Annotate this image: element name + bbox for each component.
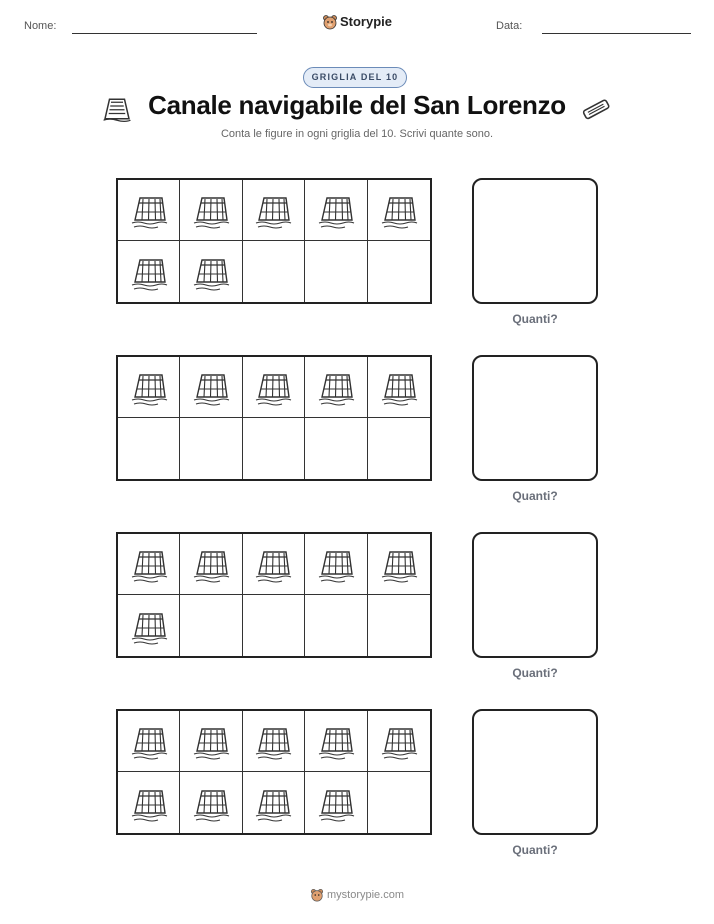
ten-frame-cell [180,357,242,418]
ten-frame-cell [180,595,242,656]
answer-label: Quanti? [512,312,558,326]
grid-type-badge: GRIGLIA DEL 10 [303,67,407,88]
canal-lock-icon [253,544,293,584]
ten-frame-cell [118,595,180,656]
ten-frame-cell [243,180,305,241]
date-line[interactable] [542,33,691,34]
ten-frame-cell [243,357,305,418]
canal-lock-icon [316,544,356,584]
ten-frame [116,709,432,835]
ten-frame-cell [368,418,430,479]
ten-frame-cell [368,772,430,833]
answer-box[interactable] [472,355,598,481]
canal-lock-icon [379,721,419,761]
canal-lock-icon [129,606,169,646]
ten-frame-cell [243,711,305,772]
date-label: Data: [496,20,523,32]
canal-lock-icon [191,783,231,823]
canal-lock-icon [129,252,169,292]
ten-frame-cell [118,418,180,479]
canal-lock-icon [253,367,293,407]
bear-logo-icon [322,14,338,30]
answer-box[interactable] [472,178,598,304]
canal-lock-icon [129,190,169,230]
ten-frame [116,355,432,481]
canal-lock-icon [129,544,169,584]
ten-frame-cell [305,418,367,479]
storypie-logo [0,13,714,30]
ten-frame-cell [243,772,305,833]
ten-frame-cell [243,595,305,656]
ten-frame-cell [118,711,180,772]
ten-frame-cell [368,534,430,595]
canal-lock-icon [253,721,293,761]
ten-frame-cell [118,180,180,241]
ten-frame-cell [180,241,242,302]
ten-frame [116,532,432,658]
canal-lock-icon [316,783,356,823]
canal-lock-icon [316,721,356,761]
name-label: Nome: [24,20,57,32]
footer [0,888,714,902]
canal-lock-icon [191,721,231,761]
ten-frame-cell [305,534,367,595]
instructions: Conta le figure in ogni griglia del 10. Scrivi quante sono. [220,128,494,140]
footer-url: mystorypie.com [326,888,405,901]
ten-frame-cell [118,772,180,833]
canal-lock-icon [379,544,419,584]
canal-lock-icon [129,721,169,761]
ten-frame-cell [180,534,242,595]
ship-icon [580,96,612,122]
ten-frame-cell [368,241,430,302]
canal-lock-icon [129,783,169,823]
ten-frame-cell [180,180,242,241]
brand-name: Storypie [339,14,392,30]
canal-lock-icon [253,190,293,230]
ten-frame-cell [305,595,367,656]
canal-lock-icon [191,544,231,584]
answer-box[interactable] [472,709,598,835]
answer-label: Quanti? [512,666,558,680]
ten-frame-cell [305,711,367,772]
ten-frame-cell [368,180,430,241]
bear-logo-icon [310,888,324,902]
page-title: Canale navigabile del San Lorenzo [148,90,566,120]
ten-frame-cell [243,534,305,595]
ten-frame-cell [118,357,180,418]
ten-frame-cell [243,241,305,302]
canal-lock-icon [191,252,231,292]
ten-frame-cell [118,241,180,302]
ten-frame-cell [368,595,430,656]
ten-frame-cell [180,772,242,833]
canal-lock-icon [191,367,231,407]
canal-lock-icon [316,190,356,230]
canal-lock-icon [253,783,293,823]
canal-lock-icon [379,190,419,230]
ten-frame-cell [305,241,367,302]
ten-frame-cell [368,711,430,772]
ten-frame-cell [305,180,367,241]
ten-frame-cell [243,418,305,479]
ten-frame-cell [118,534,180,595]
canal-lock-icon [129,367,169,407]
canal-lock-icon [316,367,356,407]
name-line[interactable] [72,33,257,34]
ten-frame-cell [180,711,242,772]
answer-label: Quanti? [512,843,558,857]
ten-frame-cell [305,357,367,418]
ten-frame [116,178,432,304]
canal-lock-icon [191,190,231,230]
ten-frame-cell [305,772,367,833]
canal-lock-icon [379,367,419,407]
answer-box[interactable] [472,532,598,658]
ten-frame-cell [368,357,430,418]
answer-label: Quanti? [512,489,558,503]
ten-frame-cell [180,418,242,479]
